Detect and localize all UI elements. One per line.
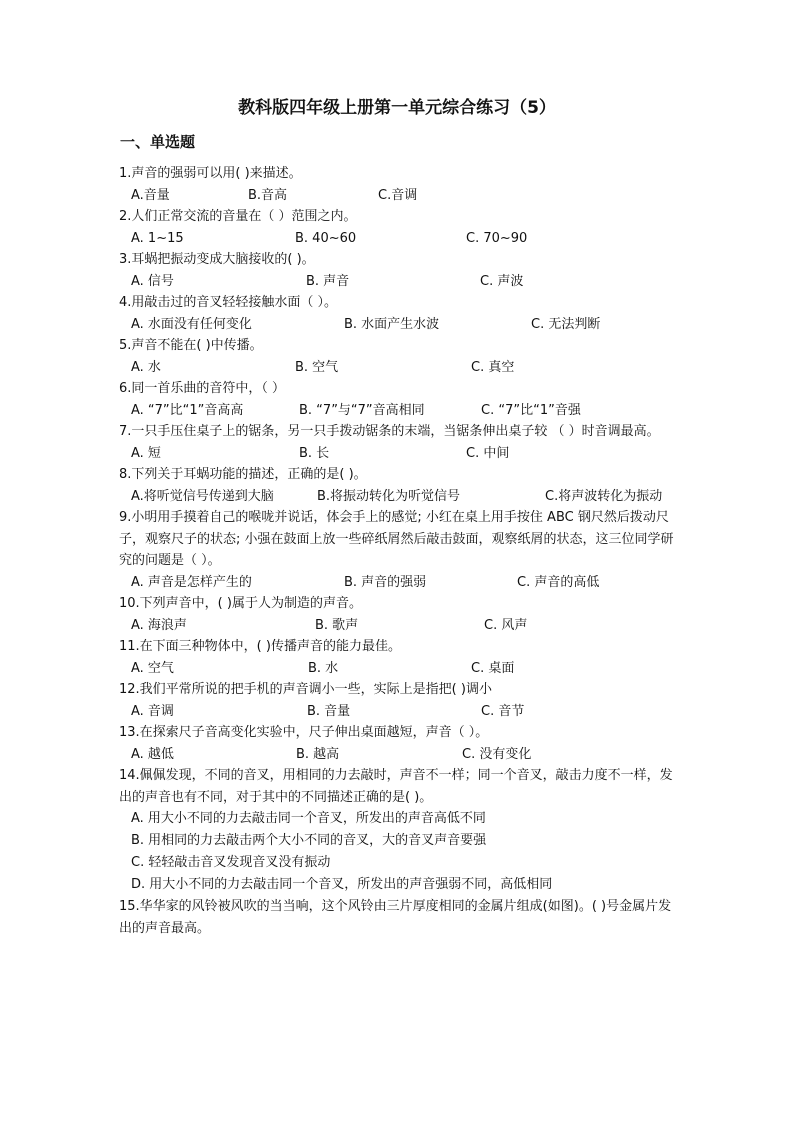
question-10 bbox=[119, 593, 679, 636]
option-c: C. “7”比“1”音强 bbox=[481, 402, 581, 418]
option-b: B. “7”与“7”音高相同 bbox=[299, 402, 425, 418]
question-stem: 8.下列关于耳蜗功能的描述，正确的是( )。 bbox=[119, 467, 367, 482]
option-c: C. 风声 bbox=[484, 617, 528, 633]
option-row bbox=[119, 744, 679, 766]
question-13 bbox=[119, 722, 679, 765]
option-b: B. 40~60 bbox=[295, 230, 357, 246]
question-2 bbox=[119, 206, 679, 249]
question-14 bbox=[119, 765, 679, 896]
question-stem: 2.人们正常交流的音量在（ ）范围之内。 bbox=[119, 209, 357, 224]
option-b: B. 长 bbox=[299, 445, 330, 461]
question-stem: 10.下列声音中，( )属于人为制造的声音。 bbox=[119, 596, 362, 611]
question-stem: 3.耳蜗把振动变成大脑接收的( )。 bbox=[119, 252, 315, 267]
question-stem: 12.我们平常所说的把手机的声音调小一些，实际上是指把( )调小 bbox=[119, 682, 492, 697]
option-row bbox=[119, 658, 679, 680]
option-column bbox=[119, 808, 679, 896]
question-stem: 7.一只手压住桌子上的锯条，另一只手拨动锯条的末端，当锯条伸出桌子较 （ ）时音调最高。 bbox=[119, 424, 660, 439]
option-d: D. 用大小不同的力去敲击同一个音叉，所发出的声音强弱不同，高低相同 bbox=[131, 877, 553, 892]
option-b: B. 声音的强弱 bbox=[344, 574, 427, 590]
option-b: B. 越高 bbox=[296, 746, 340, 762]
question-stem: 14.佩佩发现，不同的音叉，用相同的力去敲时，声音不一样；同一个音叉，敲击力度不一样，发出的声音也有不同，对于其中的不同描述正确的是( )。 bbox=[119, 768, 673, 805]
question-1 bbox=[119, 163, 679, 206]
option-row bbox=[119, 486, 679, 508]
option-row bbox=[119, 357, 679, 379]
question-12 bbox=[119, 679, 679, 722]
option-c: C. 没有变化 bbox=[462, 746, 532, 762]
question-list bbox=[119, 163, 679, 939]
question-8 bbox=[119, 464, 679, 507]
option-c: C. 无法判断 bbox=[531, 316, 601, 332]
option-c: C.音调 bbox=[378, 187, 418, 203]
option-b: B.音高 bbox=[248, 187, 288, 203]
question-9 bbox=[119, 507, 679, 593]
question-stem: 11.在下面三种物体中，( )传播声音的能力最佳。 bbox=[119, 639, 401, 654]
option-c: C. 声音的高低 bbox=[517, 574, 600, 590]
option-row bbox=[119, 572, 679, 594]
option-c: C. 真空 bbox=[471, 359, 515, 375]
option-a: A.音量 bbox=[131, 187, 170, 203]
question-stem: 9.小明用手摸着自己的喉咙并说话，体会手上的感觉; 小红在桌上用手按住 ABC 钢尺然后拨动尺子，观察尺子的状态; 小强在鼓面上放一些碎纸屑然后敲击鼓面，观察纸屑的状态，这三位同学研究的问题是（ ）。 bbox=[119, 510, 674, 568]
option-a: A. 越低 bbox=[131, 746, 174, 762]
question-11 bbox=[119, 636, 679, 679]
option-b: B. 水 bbox=[308, 660, 339, 676]
question-stem: 5.声音不能在( )中传播。 bbox=[119, 338, 263, 353]
question-4 bbox=[119, 292, 679, 335]
option-row bbox=[119, 615, 679, 637]
option-b: B. 声音 bbox=[306, 273, 350, 289]
question-stem: 15.华华家的风铃被风吹的当当响，这个风铃由三片厚度相同的金属片组成(如图)。( )号金属片发出的声音最高。 bbox=[119, 899, 672, 936]
option-c: C. 中间 bbox=[466, 445, 510, 461]
option-c: C.将声波转化为振动 bbox=[545, 488, 663, 504]
option-c: C. 70~90 bbox=[466, 230, 528, 246]
option-a: A.将听觉信号传递到大脑 bbox=[131, 488, 274, 504]
option-row bbox=[119, 185, 679, 207]
option-a: A. 音调 bbox=[131, 703, 174, 719]
option-row bbox=[119, 443, 679, 465]
option-a: A. 用大小不同的力去敲击同一个音叉，所发出的声音高低不同 bbox=[131, 811, 486, 826]
option-a: A. 水 bbox=[131, 359, 161, 375]
option-b: B. 水面产生水波 bbox=[344, 316, 440, 332]
option-b: B. 用相同的力去敲击两个大小不同的音叉，大的音叉声音要强 bbox=[131, 833, 487, 848]
question-stem: 1.声音的强弱可以用( )来描述。 bbox=[119, 166, 302, 181]
option-c: C. 桌面 bbox=[471, 660, 515, 676]
option-b: B. 空气 bbox=[295, 359, 339, 375]
option-b: B. 歌声 bbox=[315, 617, 359, 633]
option-a: A. 声音是怎样产生的 bbox=[131, 574, 252, 590]
option-b: B. 音量 bbox=[307, 703, 351, 719]
option-a: A. 短 bbox=[131, 445, 161, 461]
option-a: A. 信号 bbox=[131, 273, 174, 289]
option-c: C. 声波 bbox=[480, 273, 524, 289]
option-a: A. 海浪声 bbox=[131, 617, 187, 633]
question-3 bbox=[119, 249, 679, 292]
option-a: A. 空气 bbox=[131, 660, 174, 676]
option-row bbox=[119, 228, 679, 250]
option-row bbox=[119, 314, 679, 336]
option-c: C. 音节 bbox=[481, 703, 525, 719]
page-title: 教科版四年级上册第一单元综合练习（5） bbox=[238, 98, 556, 118]
question-stem: 13.在探索尺子音高变化实验中，尺子伸出桌面越短，声音（ ）。 bbox=[119, 725, 489, 740]
option-row bbox=[119, 701, 679, 723]
option-b: B.将振动转化为听觉信号 bbox=[317, 488, 461, 504]
option-row bbox=[119, 271, 679, 293]
option-c: C. 轻轻敲击音叉发现音叉没有振动 bbox=[131, 855, 331, 870]
option-a: A. “7”比“1”音高高 bbox=[131, 402, 244, 418]
section-heading: 一、单选题 bbox=[120, 133, 196, 151]
question-stem: 4.用敲击过的音叉轻轻接触水面（ ）。 bbox=[119, 295, 338, 310]
option-a: A. 水面没有任何变化 bbox=[131, 316, 252, 332]
option-row bbox=[119, 400, 679, 422]
question-5 bbox=[119, 335, 679, 378]
question-7 bbox=[119, 421, 679, 464]
question-stem: 6.同一首乐曲的音符中，（ ） bbox=[119, 381, 286, 396]
option-a: A. 1~15 bbox=[131, 230, 184, 246]
question-6 bbox=[119, 378, 679, 421]
question-15 bbox=[119, 896, 679, 939]
